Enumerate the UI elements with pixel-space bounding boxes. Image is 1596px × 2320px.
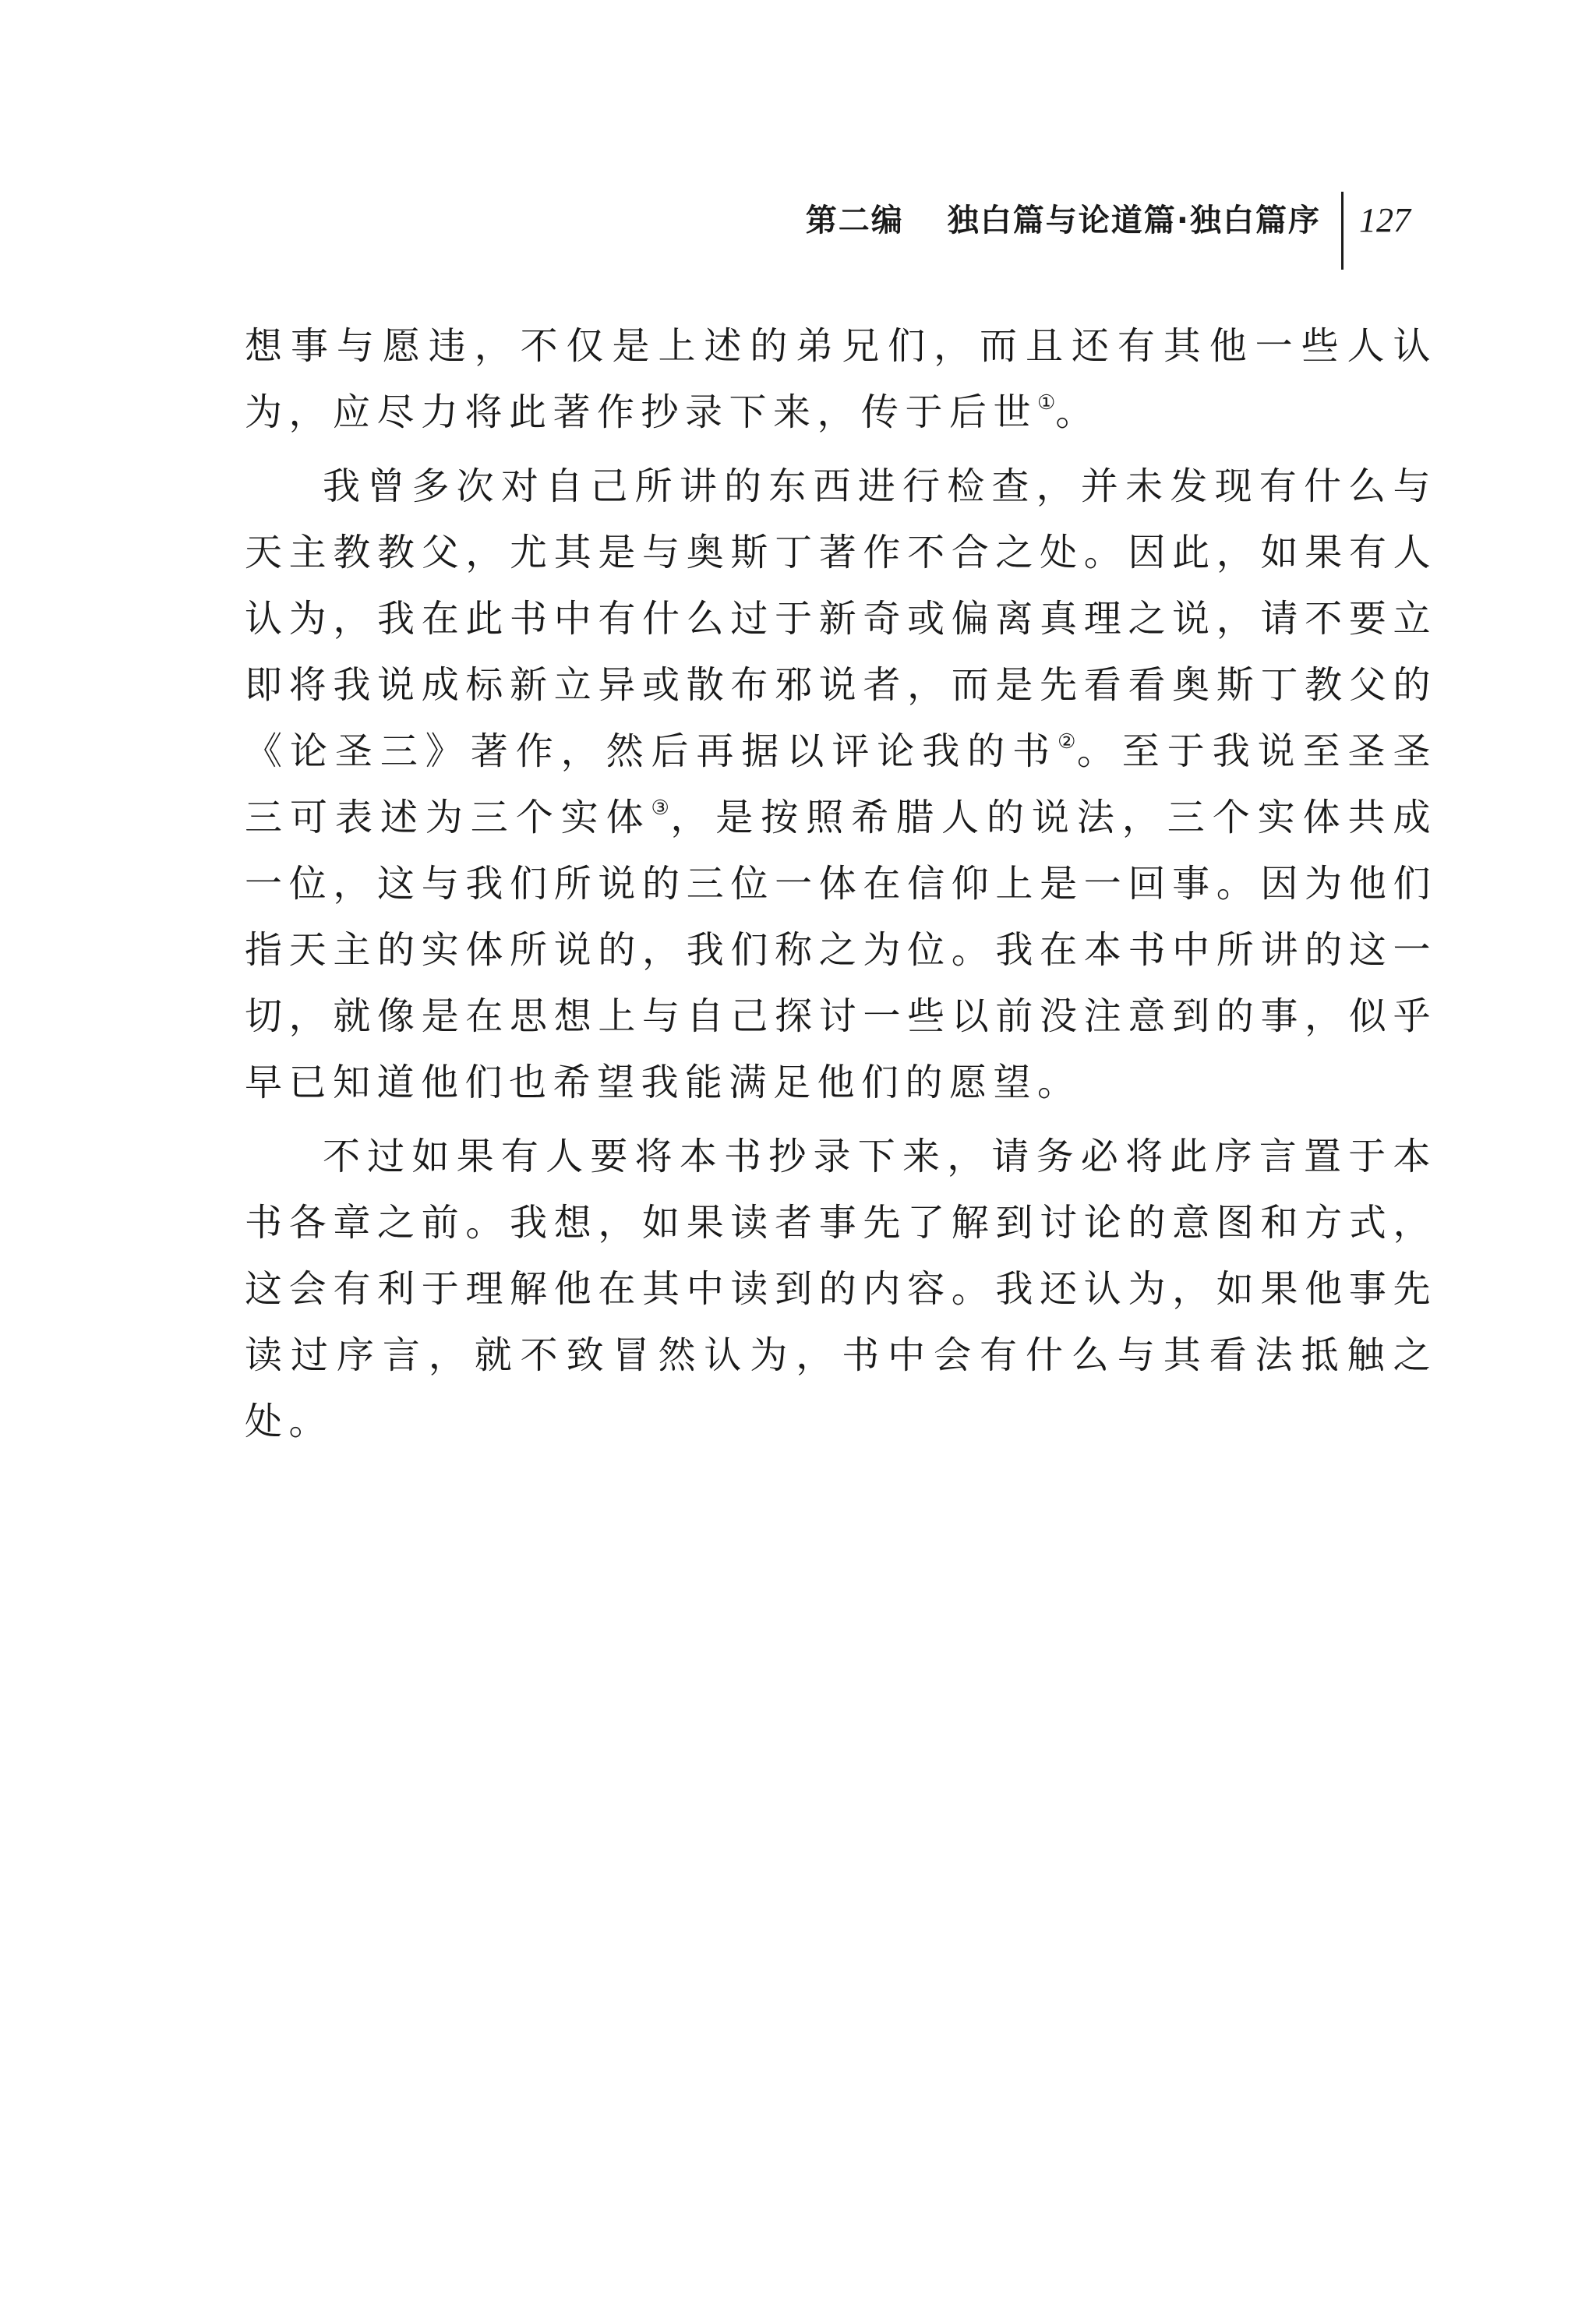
header-section: 独白篇与论道篇·独白篇序 (947, 203, 1321, 238)
footnote-ref-3[interactable]: ③ (651, 796, 671, 820)
paragraph-3 (245, 1124, 1437, 1455)
running-header (806, 192, 1411, 270)
paragraph-2-part-2: 。至于我说至圣圣三可表述为三个实体 (245, 729, 1437, 839)
header-title (806, 192, 1341, 249)
page-number: 127 (1359, 201, 1411, 239)
paragraph-3-text: 不过如果有人要将本书抄录下来，请务必将此序言置于本书各章之前。我想，如果读者事先了解到讨论的意图和方式，这会有利于理解他在其中读到的内容。我还认为，如果他事先读过序言，就不致冒然认为，书中会有什么与其看法抵触之处。 (245, 1135, 1437, 1443)
header-part: 第二编 (805, 203, 904, 238)
body-text (245, 313, 1437, 1463)
paragraph-1-tail: 。 (1055, 390, 1100, 434)
footnote-ref-1[interactable]: ① (1037, 391, 1056, 415)
paragraph-2-part-3: ，是按照希腊人的说法，三个实体共成一位，这与我们所说的三位一体在信仰上是一回事。因为他们指天主的实体所说的，我们称之为位。我在本书中所讲的这一切，就像是在思想上与自己探讨一些以前没注意到的事，似乎早已知道他们也希望我能满足他们的愿望。 (245, 796, 1437, 1104)
paragraph-2-part-1: 我曾多次对自己所讲的东西进行检查，并未发现有什么与天主教教父，尤其是与奥斯丁著作不合之处。因此，如果有人认为，我在此书中有什么过于新奇或偏离真理之说，请不要立即将我说成标新立异或散布邪说者，而是先看看奥斯丁教父的《论圣三》著作，然后再据以评论我的书 (245, 464, 1437, 773)
paragraph-1-text: 想事与愿违，不仅是上述的弟兄们，而且还有其他一些人认为，应尽力将此著作抄录下来，传于后世 (245, 324, 1437, 434)
paragraph-1 (245, 313, 1437, 446)
footnote-ref-2[interactable]: ② (1058, 730, 1077, 754)
paragraph-2 (245, 454, 1437, 1116)
